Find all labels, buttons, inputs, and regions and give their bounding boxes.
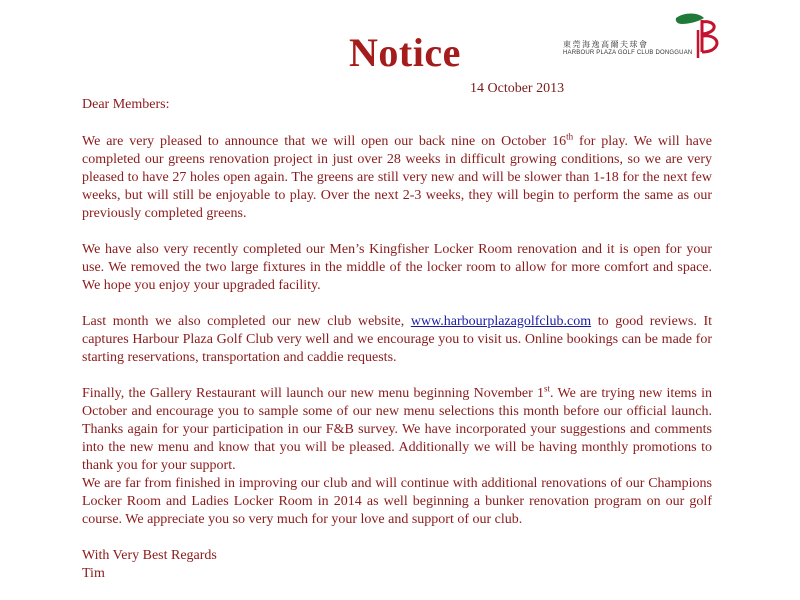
- paragraph-text: Finally, the Gallery Restaurant will launch our new menu beginning November 1: [82, 386, 544, 401]
- paragraph-restaurant-menu: [82, 385, 712, 475]
- notice-date: 14 October 2013: [470, 81, 565, 96]
- logo-english-name: HARBOUR PLAZA GOLF CLUB DONGGUAN: [563, 50, 693, 56]
- paragraph-website: [82, 313, 712, 367]
- closing-line: With Very Best Regards: [82, 548, 217, 563]
- greeting: Dear Members:: [82, 97, 170, 112]
- paragraph-text: to good reviews. It captures Harbour Plaza Golf Club very well and we encourage you to visit us. Online bookings can be made for starting reservations, transportation and caddie requests.: [82, 314, 712, 365]
- logo-chinese-name: 東莞海逸高爾夫球會: [563, 40, 649, 49]
- signoff: [82, 547, 217, 583]
- paragraph-text: We are very pleased to announce that we will open our back nine on October 16: [82, 134, 567, 149]
- website-link[interactable]: www.harbourplazagolfclub.com: [410, 314, 592, 329]
- paragraph-text: Last month we also completed our new club website,: [82, 314, 411, 329]
- paragraph-text: . We are trying new items in October and encourage you to sample some of our new menu selections this month before our official launch. Thanks again for your participation in our F&B survey. We have incorporated your suggestions and comments into the new menu and know that you will be pleased. Additionally we will be having monthly promotions to thank you for your support.: [82, 386, 712, 473]
- ordinal-suffix: th: [566, 131, 574, 142]
- paragraph-locker-room: We have also very recently completed our Men’s Kingfisher Locker Room renovation and it is open for your use. We removed the two large fixtures in the middle of the locker room to allow for more comfort and space. We hope you enjoy your upgraded facility.: [82, 242, 712, 293]
- paragraph-text: for play. We will have completed our greens renovation project in just over 28 weeks in difficult growing conditions, so we are very pleased to have 27 holes open again. The greens are still very new and will be slower than 1-18 for the next few weeks, but will still be enjoyable to play. Over the next 2-3 weeks, they will begin to perform the same as our previously completed greens.: [82, 134, 712, 221]
- signer-name: Tim: [82, 566, 105, 581]
- paragraph-future-renovations: We are far from finished in improving our club and will continue with additional renovations of our Champions Locker Room and Ladies Locker Room in 2014 as well beginning a bunker renovation program on our golf course. We appreciate you so very much for your love and support of our club.: [82, 476, 712, 527]
- ordinal-suffix: st: [543, 383, 550, 394]
- club-logo: [563, 12, 728, 62]
- notice-title: Notice: [349, 30, 461, 75]
- paragraph-back-nine: [82, 133, 712, 223]
